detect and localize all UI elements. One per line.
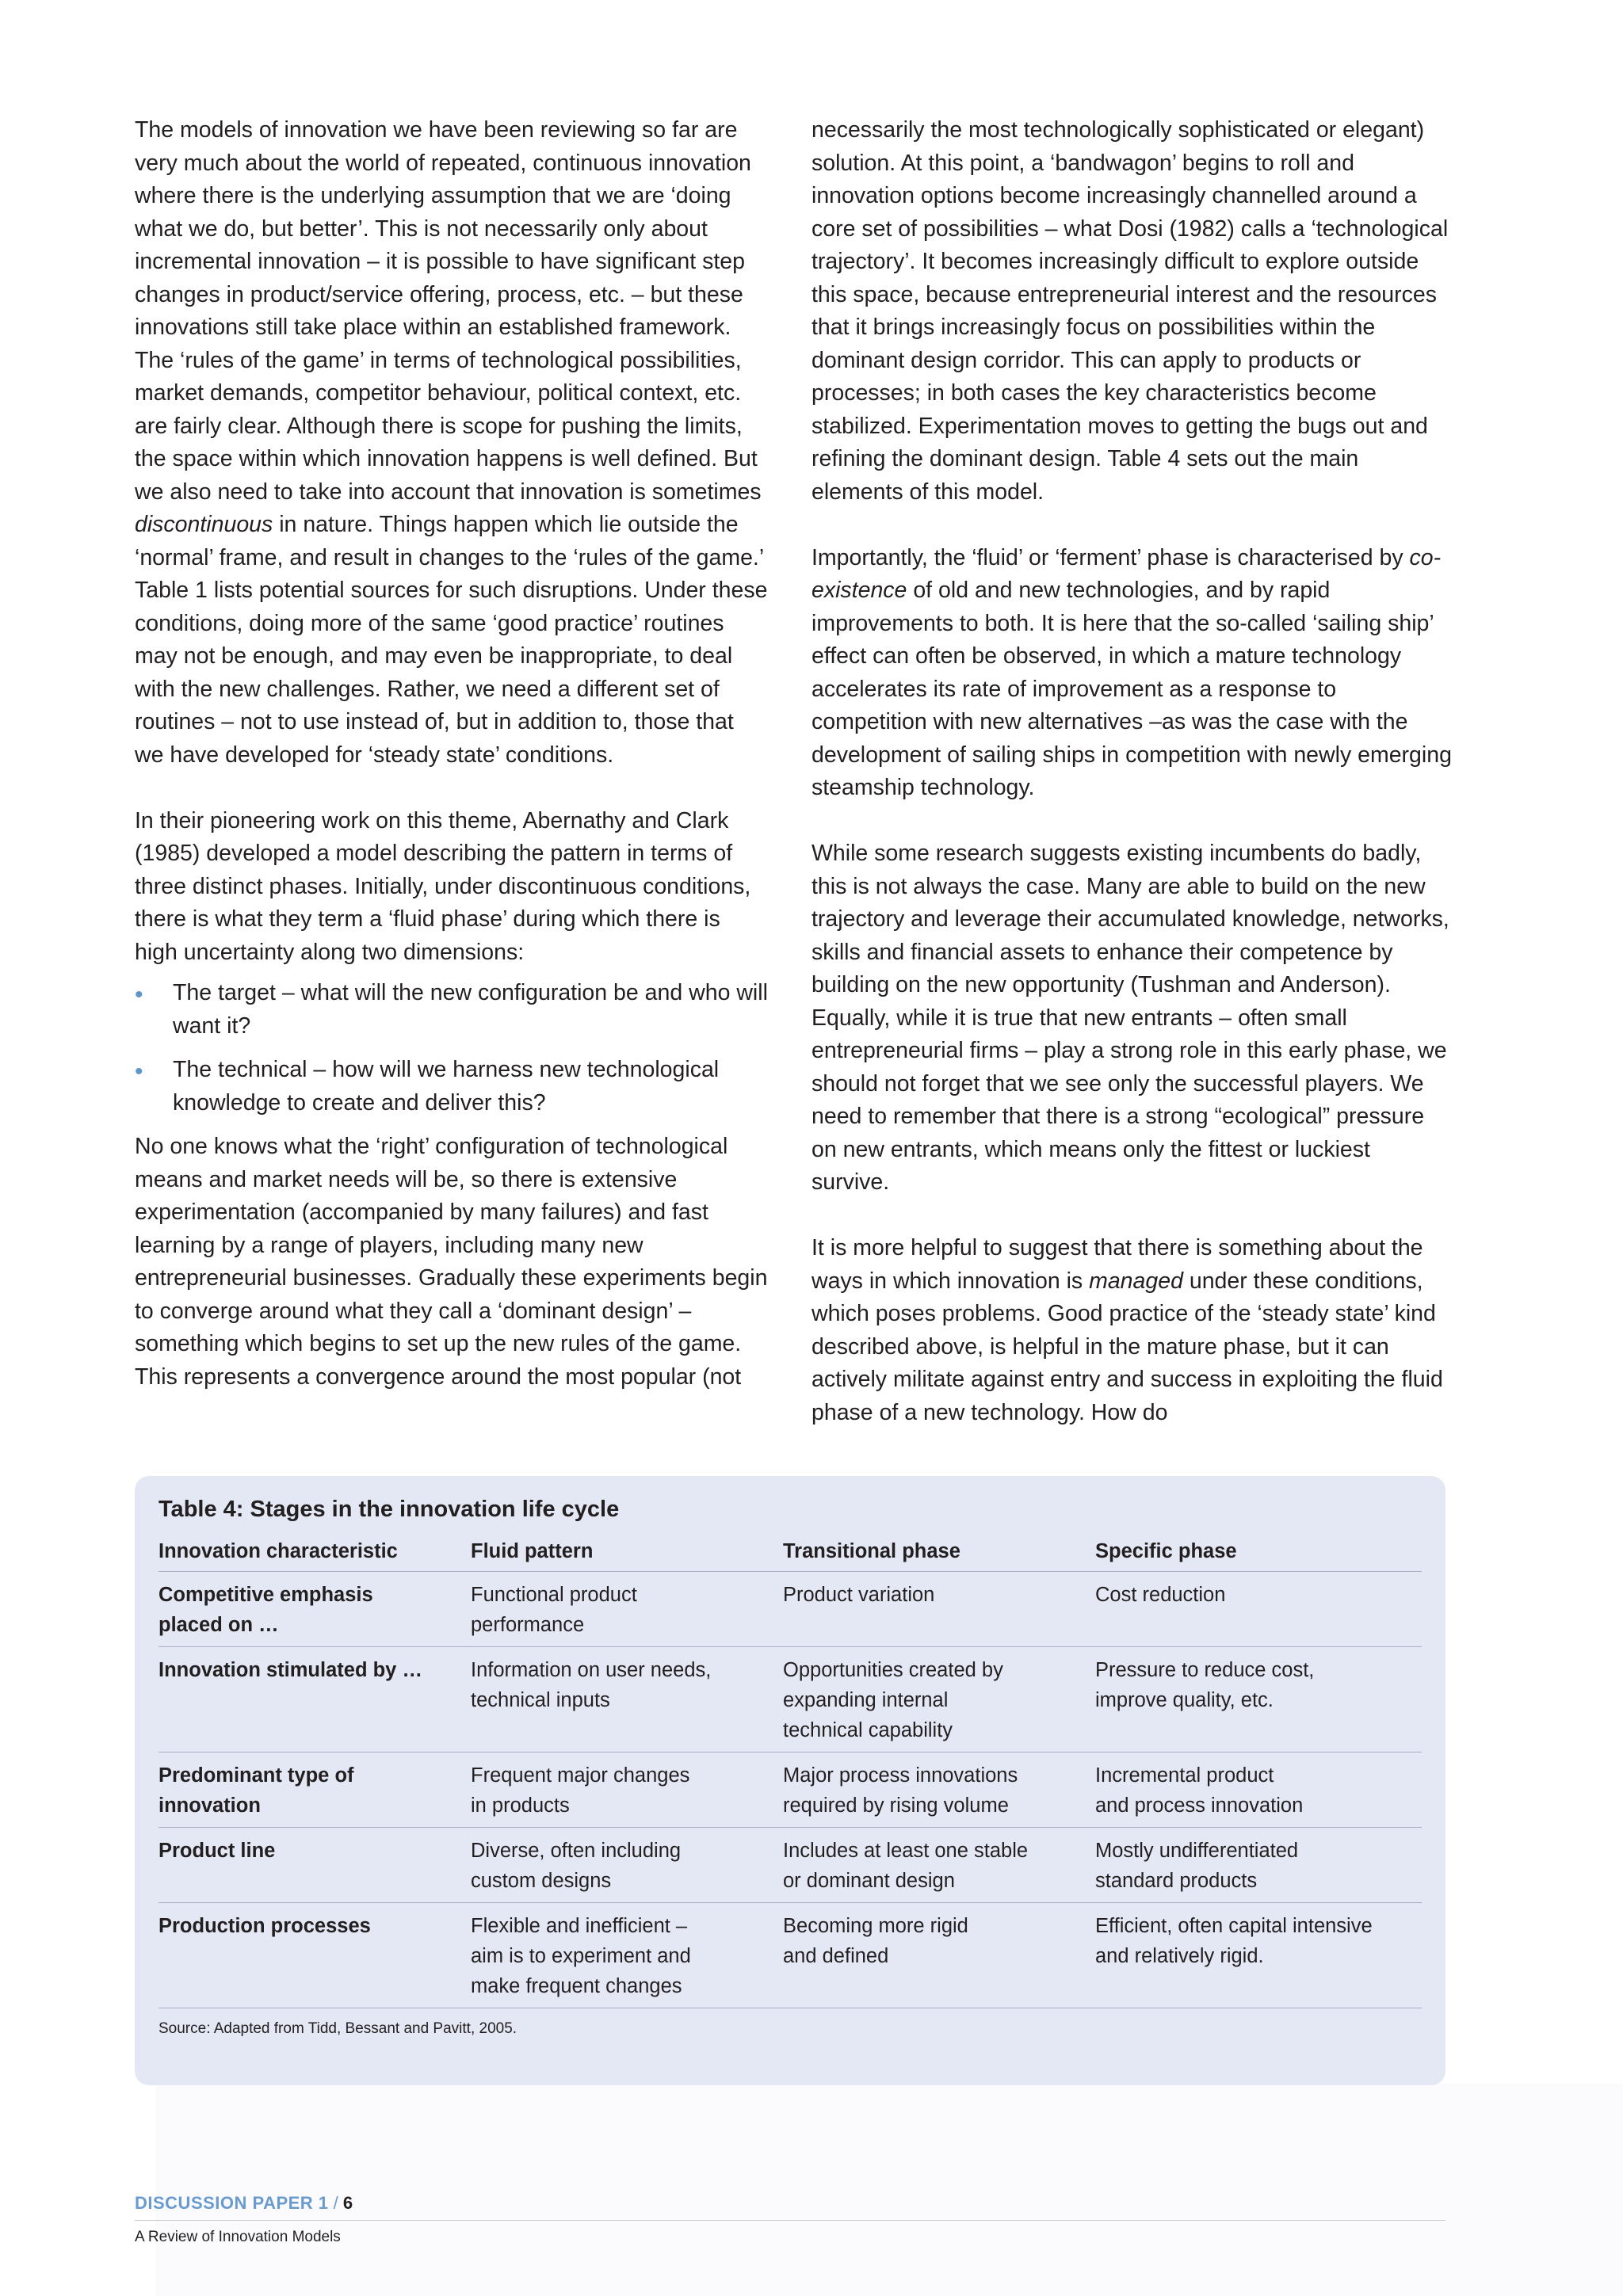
- bullet-icon: •: [135, 1058, 143, 1085]
- right-column: [812, 114, 1453, 1463]
- table-row: [158, 1903, 1422, 2008]
- left-paragraph-2: In their pioneering work on this theme, Abernathy and Clark (1985) developed a model describing the pattern in terms of three distinct phases. Initially, under discontinuous conditions, there is what they term a ‘fluid phase’ during which there is high uncertainty along two dimensions:: [135, 807, 751, 965]
- table-row: [158, 1647, 1422, 1753]
- page-footer: [135, 2191, 1445, 2249]
- right-paragraph-4: It is more helpful to suggest that there is something about the ways in which innovation is managed under these conditions, which poses problems. Good practice of the ‘steady state’ kind described above, is helpful in the mature phase, but it can actively militate against entry and success in exploiting the fluid phase of a new technology. How do: [812, 1235, 1443, 1425]
- table-cell: Incremental product and process innovation: [1095, 1753, 1422, 1828]
- right-paragraph-3: While some research suggests existing incumbents do badly, this is not always the case. Many are able to build on the new trajectory and leverage their accumulated knowledge, networks, skills and financial assets to enhance their competence by building on the new opportunity (Tushman and Anderson). Equally, while it is true that new entrants – often small entrepreneurial firms – play a strong role in this early phase, we should not forget that we see only the successful players. We need to remember that there is a strong “ecological” pressure on new entrants, which means only the fittest or luckiest survive.: [812, 841, 1449, 1195]
- page-shade: [155, 2084, 1623, 2296]
- table-cell: Product variation: [783, 1572, 1095, 1647]
- column-header: Fluid pattern: [471, 1536, 783, 1572]
- row-header-cell: Product line: [158, 1828, 471, 1903]
- table-cell: Frequent major changes in products: [471, 1753, 783, 1828]
- table-row: [158, 1753, 1422, 1828]
- column-header: Specific phase: [1095, 1536, 1422, 1572]
- table-cell: Functional product performance: [471, 1572, 783, 1647]
- left-paragraph-3: No one knows what the ‘right’ configuration of technological means and market needs will be, so there is extensive experimentation (accompanied by many failures) and fast learning by a range of players, including many new entrepreneurial businesses. Gradually these experiments begin to converge around what they call a ‘dominant design’ – something which begins to set up the new rules of the game. This represents a convergence around the most popular (not: [135, 1134, 768, 1390]
- table-row: [158, 1828, 1422, 1903]
- page-number: 6: [342, 2193, 353, 2213]
- table-header-row: [158, 1536, 1422, 1572]
- table-row: [158, 1572, 1422, 1647]
- table-cell: Diverse, often including custom designs: [471, 1828, 783, 1903]
- list-item: • The target – what will the new configuration be and who will want it?: [135, 980, 768, 1039]
- left-column: [135, 114, 769, 1427]
- row-header-cell: Production processes: [158, 1903, 471, 2008]
- table-cell: Information on user needs, technical inputs: [471, 1647, 783, 1753]
- table-cell: Becoming more rigid and defined: [783, 1903, 1095, 2008]
- table-cell: Pressure to reduce cost, improve quality, etc.: [1095, 1647, 1422, 1753]
- document-subtitle: A Review of Innovation Models: [135, 2229, 341, 2245]
- innovation-life-cycle-table: [158, 1536, 1422, 2008]
- bullet-icon: •: [135, 982, 143, 1008]
- column-header: Innovation characteristic: [158, 1536, 471, 1572]
- table-title: Table 4: Stages in the innovation life cycle: [158, 1497, 620, 1522]
- innovation-life-cycle-table-box: [135, 1476, 1445, 2085]
- table-cell: Efficient, often capital intensive and relatively rigid.: [1095, 1903, 1422, 2008]
- column-header: Transitional phase: [783, 1536, 1095, 1572]
- right-paragraph-2: Importantly, the ‘fluid’ or ‘ferment’ phase is characterised by co-existence of old and new technologies, and by rapid improvements to both. It is here that the so-called ‘sailing ship’ effect can often be observed, in which a mature technology accelerates its rate of improvement as a response to competition with new alternatives –as was the case with the development of sailing ships in competition with newly emerging steamship technology.: [812, 544, 1452, 800]
- right-paragraph-1: necessarily the most technologically sophisticated or elegant) solution. At this point, a ‘bandwagon’ begins to roll and innovation options become increasingly channelled around a core set of possibilities – what Dosi (1982) calls a ‘technological trajectory’. It becomes increasingly difficult to explore outside this space, because entrepreneurial interest and the resources that it brings increasingly focus on possibilities within the dominant design corridor. This can apply to products or processes; in both cases the key characteristics become stabilized. Experimentation moves to getting the bugs out and refining the dominant design. Table 4 sets out the main elements of this model.: [812, 117, 1449, 505]
- table-cell: Opportunities created by expanding internal technical capability: [783, 1647, 1095, 1753]
- left-paragraph-1: The models of innovation we have been reviewing so far are very much about the world of repeated, continuous innovation where there is the underlying assumption that we are ‘doing what we do, but better’. This is not necessarily only about incremental innovation – it is possible to have significant step changes in product/service offering, process, etc. – but these innovations still take place within an established framework. The ‘rules of the game’ in terms of technological possibilities, market demands, competitor behaviour, political context, etc. are fairly clear. Although there is scope for pushing the limits, the space within which innovation happens is well defined. But we also need to take into account that innovation is sometimes discontinuous in nature. Things happen which lie outside the ‘normal’ frame, and result in changes to the ‘rules of the game.’ Table 1 lists potential sources for such disruptions. Under these conditions, doing more of the same ‘good practice’ routines may not be enough, and may even be inappropriate, to deal with the new challenges. Rather, we need a different set of routines – not to use instead of, but in addition to, those that we have developed for ‘steady state’ conditions.: [135, 117, 768, 768]
- table-source-note: Source: Adapted from Tidd, Bessant and Pavitt, 2005.: [158, 2020, 517, 2037]
- row-header-cell: Competitive emphasis placed on …: [158, 1572, 471, 1647]
- table-cell: Cost reduction: [1095, 1572, 1422, 1647]
- series-label: DISCUSSION PAPER 1: [135, 2193, 329, 2213]
- row-header-cell: Predominant type of innovation: [158, 1753, 471, 1828]
- table-cell: Mostly undifferentiated standard products: [1095, 1828, 1422, 1903]
- footer-separator: /: [333, 2193, 338, 2213]
- list-item: • The technical – how will we harness new technological knowledge to create and deliver this?: [135, 1057, 720, 1116]
- table-cell: Major process innovations required by rising volume: [783, 1753, 1095, 1828]
- phase-dimensions-list: [135, 977, 769, 1119]
- table-cell: Flexible and inefficient – aim is to experiment and make frequent changes: [471, 1903, 783, 2008]
- footer-divider: [135, 2220, 1445, 2221]
- table-cell: Includes at least one stable or dominant design: [783, 1828, 1095, 1903]
- footer-page-label: [135, 2191, 1445, 2215]
- row-header-cell: Innovation stimulated by …: [158, 1647, 471, 1753]
